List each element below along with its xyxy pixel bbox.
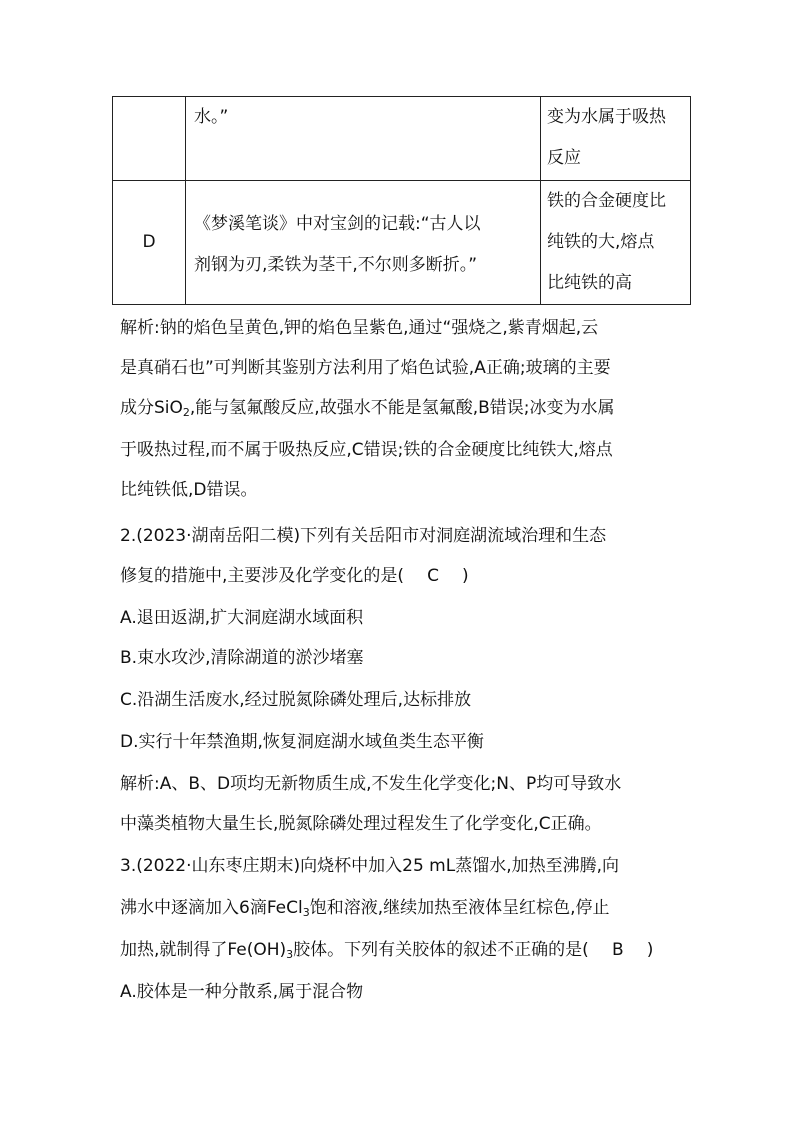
answer-table <box>112 96 691 305</box>
analysis-line: 于吸热过程,而不属于吸热反应,C错误;铁的合金硬度比纯铁大,熔点 <box>120 440 613 460</box>
table-cell-label <box>113 97 186 181</box>
cell-text: 剂钢为刃,柔铁为茎干,不尔则多断折。” <box>194 254 478 275</box>
cell-text: 变为水属于吸热 <box>547 107 666 127</box>
table-cell-content <box>186 181 541 305</box>
question-stem: 3.(2022·山东枣庄期末)向烧杯中加入25 mL蒸馏水,加热至沸腾,向 <box>120 856 620 876</box>
cell-text: 纯铁的大,熔点 <box>547 232 655 252</box>
analysis-line: 成分SiO$_2$,能与氢氟酸反应,故强水不能是氢氟酸,B错误;冰变为水属 <box>120 398 615 419</box>
analysis-line: 解析:A、B、D项均无新物质生成,不发生化学变化;N、P均可导致水 <box>120 774 622 794</box>
table-cell-explanation <box>541 181 691 305</box>
table-cell-content <box>186 97 541 181</box>
question-stem: 沸水中逐滴加入6滴FeCl$_3$饱和溶液,继续加热至液体呈红棕色,停止 <box>120 898 610 919</box>
option-c: C.沿湖生活废水,经过脱氮除磷处理后,达标排放 <box>120 690 472 710</box>
option-b: B.束水攻沙,清除湖道的淤沙堵塞 <box>120 648 364 668</box>
option-d: D.实行十年禁渔期,恢复洞庭湖水域鱼类生态平衡 <box>120 732 484 752</box>
analysis-line: 中藻类植物大量生长,脱氮除磷处理过程发生了化学变化,C正确。 <box>120 814 602 834</box>
cell-text: 比纯铁的高 <box>547 273 632 293</box>
option-a: A.胶体是一种分散系,属于混合物 <box>120 982 364 1002</box>
table-row <box>113 97 691 181</box>
analysis-line: 是真硝石也”可判断其鉴别方法利用了焰色试验,A正确;玻璃的主要 <box>120 358 611 378</box>
question-stem: 加热,就制得了$Fe(OH)_3$胶体。下列有关胶体的叙述不正确的是( B ) <box>120 940 654 961</box>
table-row <box>113 181 691 305</box>
question-stem: 2.(2023·湖南岳阳二模)下列有关岳阳市对洞庭湖流域治理和生态 <box>120 526 607 546</box>
option-a: A.退田返湖,扩大洞庭湖水域面积 <box>120 608 364 628</box>
question-stem: 修复的措施中,主要涉及化学变化的是( C ) <box>120 566 469 586</box>
cell-text: 《梦溪笔谈》中对宝剑的记载:“古人以 <box>194 213 481 234</box>
analysis-line: 解析:钠的焰色呈黄色,钾的焰色呈紫色,通过“强烧之,紫青烟起,云 <box>120 318 599 338</box>
answer-letter: B <box>611 940 624 960</box>
cell-text: 反应 <box>547 148 581 168</box>
answer-letter: C <box>427 566 439 586</box>
cell-text: 铁的合金硬度比 <box>547 191 666 211</box>
analysis-line: 比纯铁低,D错误。 <box>120 480 258 500</box>
table-cell-label: D <box>113 181 186 305</box>
cell-text: 水。” <box>194 107 229 127</box>
table-cell-explanation <box>541 97 691 181</box>
